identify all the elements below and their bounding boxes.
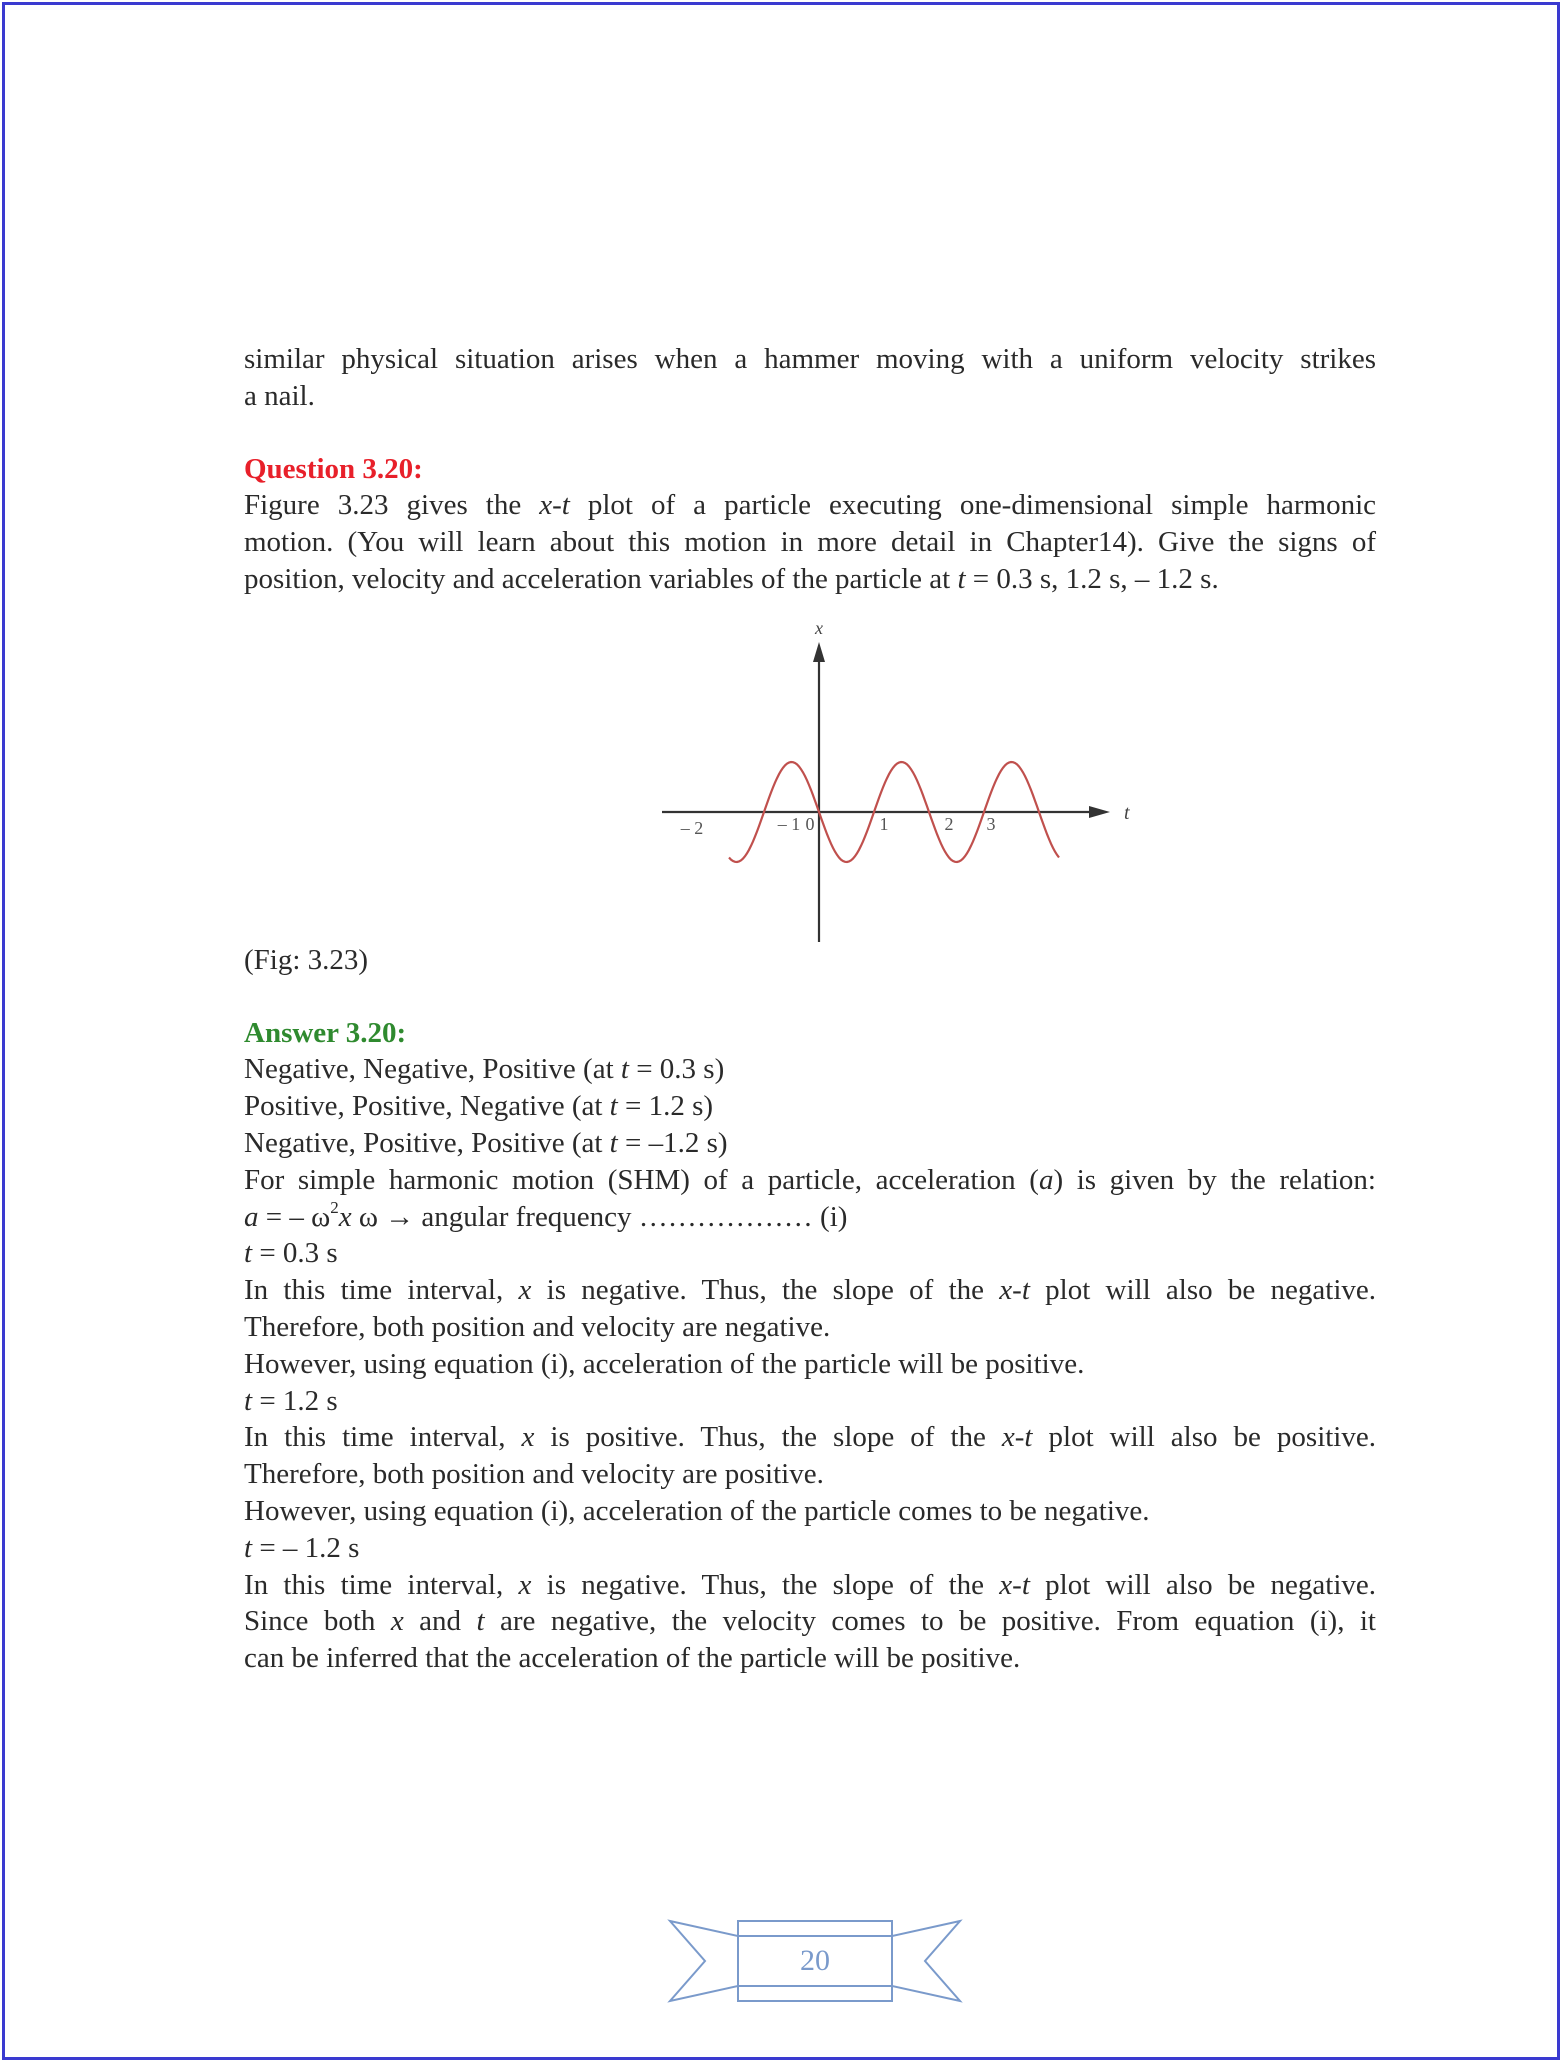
intro-line-1: similar physical situation arises when a hammer moving with a uniform velocity strikes	[244, 343, 1376, 375]
page-number: 20	[800, 1944, 830, 1977]
case-2-line-2: Therefore, both position and velocity are positive.	[244, 1458, 824, 1491]
case-3-line-3: can be inferred that the acceleration of the particle will be positive.	[244, 1642, 1021, 1675]
tick-label-2: 2	[944, 813, 954, 834]
page-number-ribbon	[665, 1915, 965, 2005]
case-1-line-1: In this time interval, x is negative. Thus, the slope of the x-t plot will also be negative.	[244, 1274, 1377, 1307]
case-1-line-2: Therefore, both position and velocity are negative.	[244, 1310, 831, 1343]
case-3-line-1: In this time interval, x is negative. Thus, the slope of the x-t plot will also be negative.	[244, 1568, 1377, 1601]
figure-caption: (Fig: 3.23)	[244, 943, 369, 976]
question-line-3: position, velocity and acceleration variables of the particle at t = 0.3 s, 1.2 s, – 1.2 s.	[244, 562, 1219, 595]
question-line-1: Figure 3.23 gives the x-t plot of a particle executing one-dimensional simple harmonic	[244, 489, 1377, 522]
t-axis-label: t	[1124, 801, 1130, 824]
figure-xt-plot	[244, 612, 1376, 942]
question-heading: Question 3.20:	[244, 452, 423, 485]
case-t-1-2: t = 1.2 s	[244, 1384, 338, 1417]
answer-result-1: Negative, Negative, Positive (at t = 0.3 s)	[244, 1053, 725, 1086]
page	[2, 2, 1560, 2060]
shm-equation: a = – $\omega^2x$ ω → angular frequency ……………… (i)	[244, 1197, 848, 1233]
shm-relation: For simple harmonic motion (SHM) of a particle, acceleration (a) is given by the relation:	[244, 1163, 1376, 1196]
x-axis-label: x	[815, 617, 823, 638]
sine-plot	[244, 612, 1376, 942]
answer-result-2: Positive, Positive, Negative (at t = 1.2 s)	[244, 1090, 714, 1123]
case-2-line-3: However, using equation (i), acceleration of the particle comes to be negative.	[244, 1494, 1150, 1527]
case-2-line-1: In this time interval, x is positive. Thus, the slope of the x-t plot will also be positive.	[244, 1421, 1376, 1454]
x-axis-arrow	[813, 642, 825, 662]
tick-label-1: 1	[879, 813, 889, 834]
case-t-0-3: t = 0.3 s	[244, 1237, 338, 1270]
tick-label-0: 0	[805, 813, 815, 834]
tick-label-3: 3	[986, 813, 996, 834]
tick-label-minus-1: – 1	[777, 813, 801, 834]
answer-result-3: Negative, Positive, Positive (at t = –1.2 s)	[244, 1126, 728, 1159]
case-t-minus-1-2: t = – 1.2 s	[244, 1531, 360, 1564]
case-1-line-3: However, using equation (i), acceleration of the particle will be positive.	[244, 1347, 1085, 1380]
tick-label-minus-2: – 2	[680, 817, 704, 838]
content	[244, 341, 1376, 1677]
case-3-line-2: Since both x and t are negative, the velocity comes to be positive. From equation (i), it	[244, 1605, 1376, 1638]
answer-heading: Answer 3.20:	[244, 1016, 407, 1049]
intro-line-2: a nail.	[244, 379, 315, 412]
t-axis-arrow	[1089, 806, 1110, 818]
question-line-2: motion. (You will learn about this motion in more detail in Chapter14). Give the signs of	[244, 526, 1376, 559]
